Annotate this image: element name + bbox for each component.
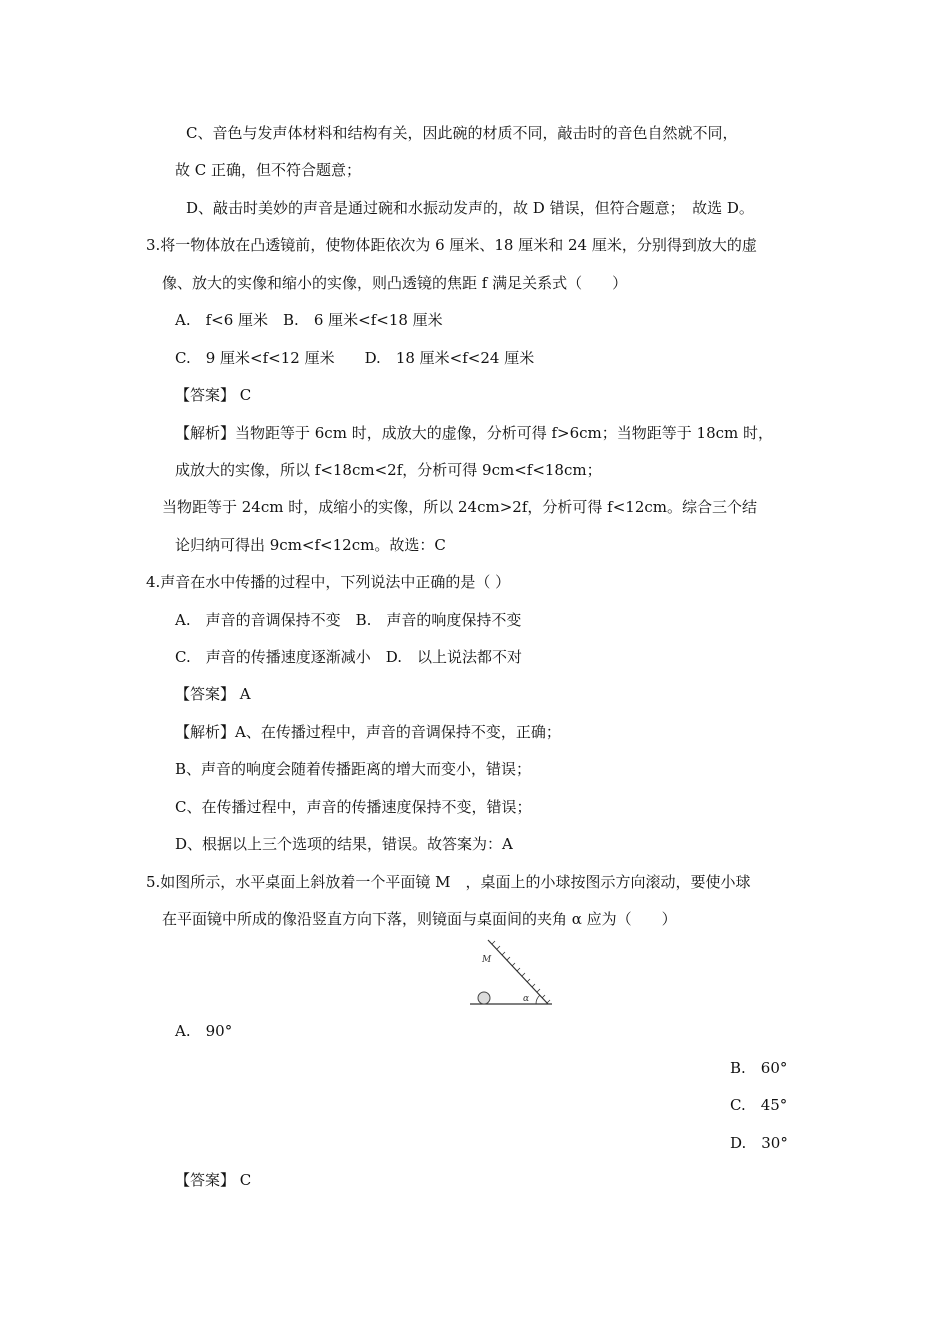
q5-answer: 【答案】 C [175,1171,252,1189]
angle-label: α [523,994,530,1004]
q3-options-cd: C. 9 厘米<f<12 厘米 D. 18 厘米<f<24 厘米 [175,349,535,367]
text-line: 在平面镜中所成的像沿竖直方向下落，则镜面与桌面间的夹角 α 应为（ ） [162,910,677,928]
text-line: 成放大的实像，所以 f<18cm<2f，分析可得 9cm<f<18cm； [175,461,602,479]
mirror-line [488,940,550,1004]
question-3-stem: 3.将一物体放在凸透镜前，使物体距依次为 6 厘米、18 厘米和 24 厘米，分别得到放大的虚 [146,236,757,254]
text-line: B、声音的响度会随着传播距离的增大而变小，错误； [175,760,532,778]
q5-option-d: D. 30° [730,1134,788,1152]
question-4-stem: 4.声音在水中传播的过程中，下列说法中正确的是（ ） [146,573,511,591]
q3-options-ab: A. f<6 厘米 B. 6 厘米<f<18 厘米 [175,311,443,329]
q4-options-ab: A. 声音的音调保持不变 B. 声音的响度保持不变 [175,611,522,629]
q4-options-cd: C. 声音的传播速度逐渐减小 D. 以上说法都不对 [175,648,522,666]
q5-option-b: B. 60° [730,1059,788,1077]
text-line: 当物距等于 24cm 时，成缩小的实像，所以 24cm>2f，分析可得 f<12cm。综合三个结 [162,498,757,516]
text-line: 论归纳可得出 9cm<f<12cm。故选：C [175,536,446,554]
text-line: 故 C 正确，但不符合题意； [175,161,362,179]
q4-answer: 【答案】 A [175,685,251,703]
mirror-figure [466,934,558,1010]
text-line: D、敲击时美妙的声音是通过碗和水振动发声的，故 D 错误，但符合题意； 故选 D。 [186,199,754,217]
text-line: C、在传播过程中，声音的传播速度保持不变，错误； [175,798,532,816]
q5-option-a: A. 90° [175,1022,233,1040]
text-line: 像、放大的实像和缩小的实像，则凸透镜的焦距 f 满足关系式（ ） [162,274,628,292]
q5-option-c: C. 45° [730,1096,788,1114]
mirror-label: M [482,955,492,965]
text-line: C、音色与发声体材料和结构有关，因此碗的材质不同，敲击时的音色自然就不同， [186,124,738,142]
angle-arc [536,995,540,1004]
text-line: D、根据以上三个选项的结果，错误。故答案为：A [175,835,513,853]
question-5-stem: 5.如图所示，水平桌面上斜放着一个平面镜 M ，桌面上的小球按图示方向滚动，要使小球 [146,873,751,891]
q3-answer: 【答案】 C [175,386,252,404]
q4-analysis: 【解析】A、在传播过程中，声音的音调保持不变，正确； [175,723,561,741]
ball [478,992,490,1004]
q3-analysis: 【解析】当物距等于 6cm 时，成放大的虚像，分析可得 f>6cm；当物距等于 18cm 时， [175,424,774,442]
